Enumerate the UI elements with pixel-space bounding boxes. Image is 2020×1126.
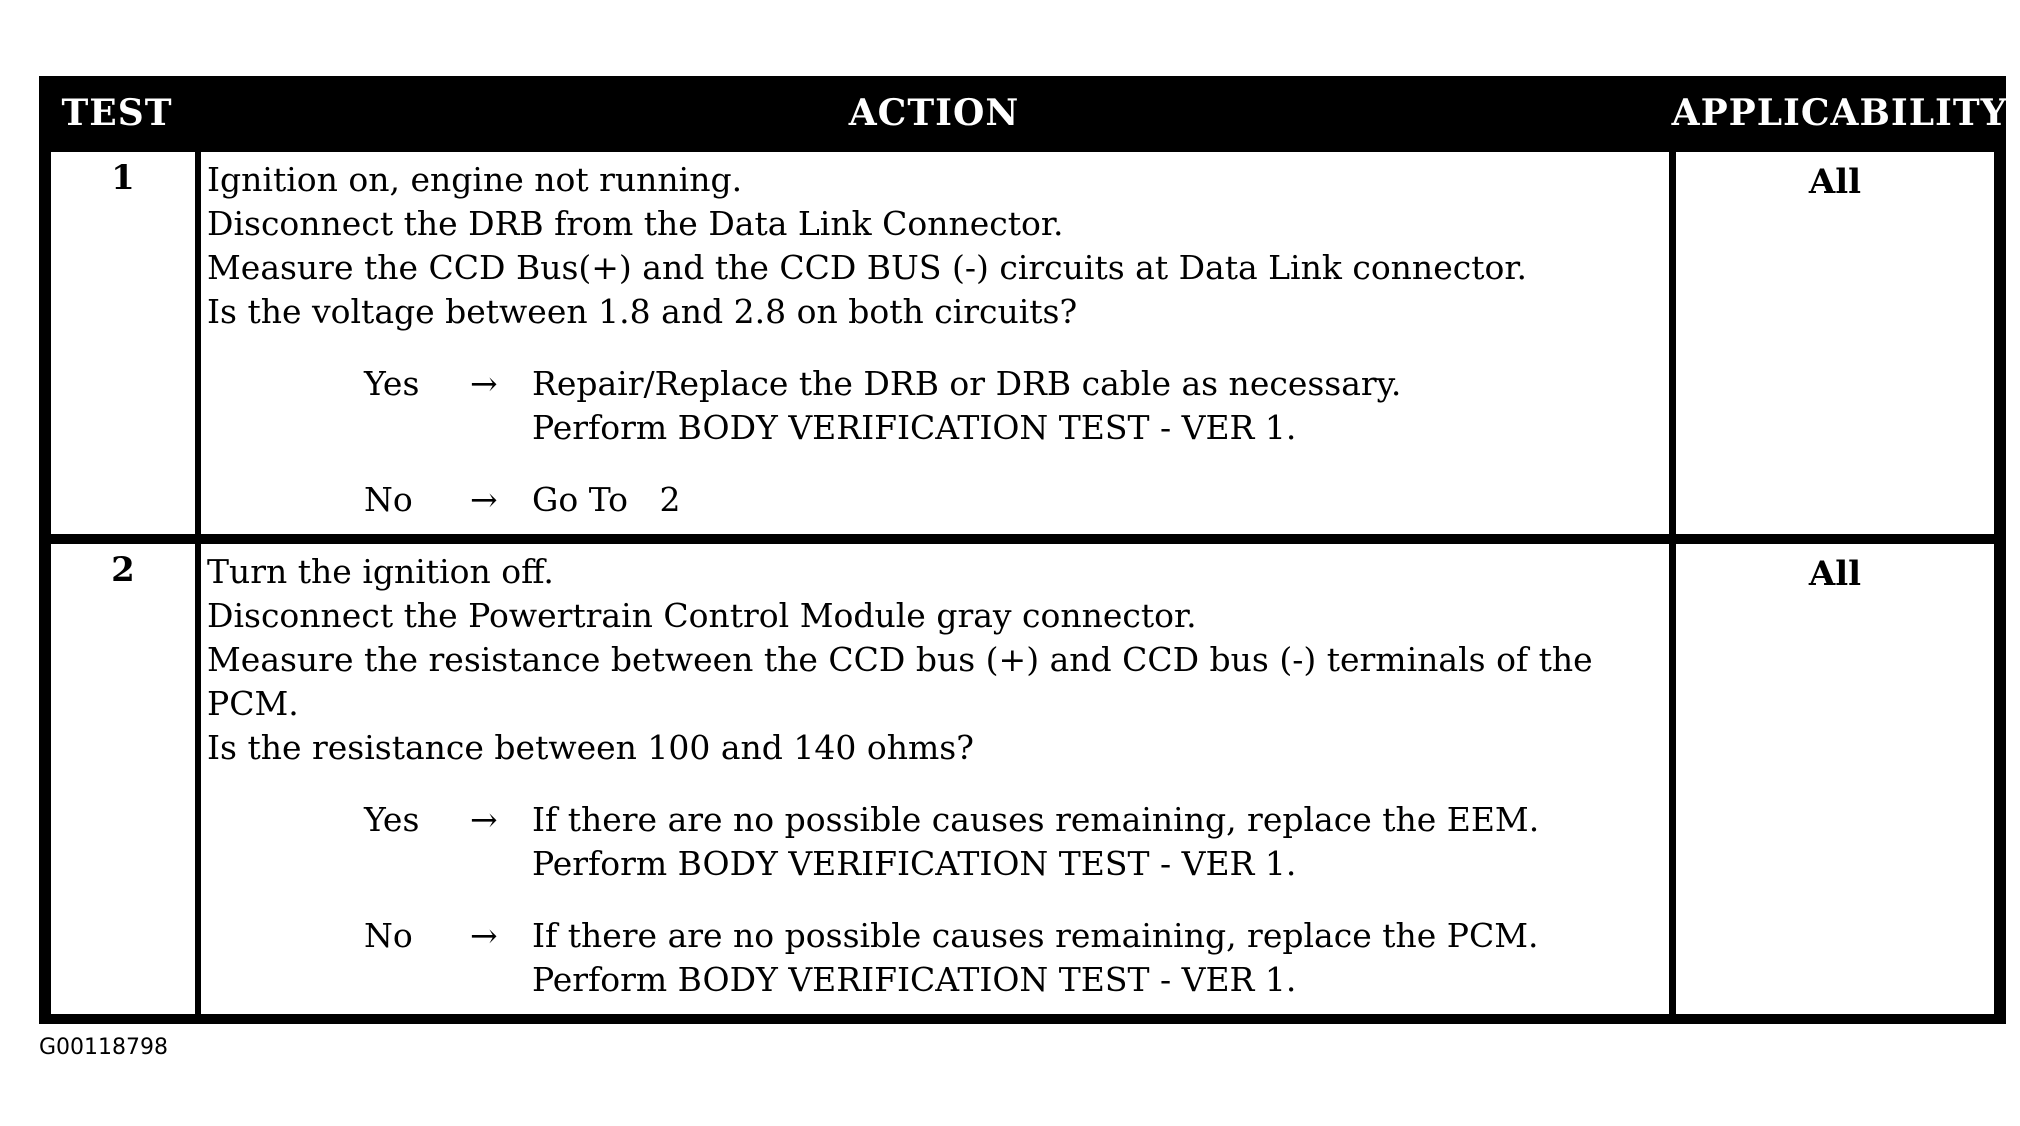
action-line: Measure the CCD Bus(+) and the CCD BUS (-) circuits at Data Link connector. [207,248,1527,287]
yes-line: Perform BODY VERIFICATION TEST - VER 1. [532,844,1297,883]
row-2-action-cell [201,544,1669,1014]
no-label: No [364,916,413,955]
yes-outcome [207,798,1669,886]
yes-label: Yes [364,800,420,839]
no-line: If there are no possible causes remaining, replace the PCM. [532,916,1539,955]
yes-line: If there are no possible causes remaining, replace the EEM. [532,800,1540,839]
figure-code: G00118798 [39,1035,169,1060]
action-line: Is the voltage between 1.8 and 2.8 on both circuits? [207,292,1078,331]
arrow-icon: → [470,800,498,839]
arrow-icon: → [470,916,498,955]
action-line: Ignition on, engine not running. [207,160,743,199]
action-line: Disconnect the Powertrain Control Module gray connector. [207,596,1197,635]
no-outcome [207,914,1669,1002]
test-table [39,76,2006,1024]
no-line: Perform BODY VERIFICATION TEST - VER 1. [532,960,1297,999]
header-action: ACTION [848,92,1020,134]
action-line: Disconnect the DRB from the Data Link Connector. [207,204,1064,243]
row-2-test-cell [51,544,195,1014]
row-1-applicability-cell [1676,152,1994,534]
yes-outcome [207,362,1669,450]
arrow-icon: → [470,364,498,403]
no-outcome [207,478,1669,522]
row-1-action-cell [201,152,1669,534]
action-line: Measure the resistance between the CCD bus (+) and CCD bus (-) terminals of the PCM. [207,640,1593,723]
no-label: No [364,480,413,519]
yes-label: Yes [364,364,420,403]
no-line: Go To 2 [532,480,681,519]
test-number: 1 [111,158,135,198]
row-1-test-cell [51,152,195,534]
test-number: 2 [111,550,135,590]
applicability-value: All [1808,162,1862,202]
action-line: Is the resistance between 100 and 140 ohms? [207,728,974,767]
action-line: Turn the ignition off. [207,552,554,591]
yes-line: Perform BODY VERIFICATION TEST - VER 1. [532,408,1297,447]
arrow-icon: → [470,480,498,519]
yes-line: Repair/Replace the DRB or DRB cable as necessary. [532,364,1402,403]
applicability-value: All [1808,554,1862,594]
header-applicability: APPLICABILITY [1671,92,2008,134]
header-test: TEST [61,92,173,134]
row-2-applicability-cell [1676,544,1994,1014]
